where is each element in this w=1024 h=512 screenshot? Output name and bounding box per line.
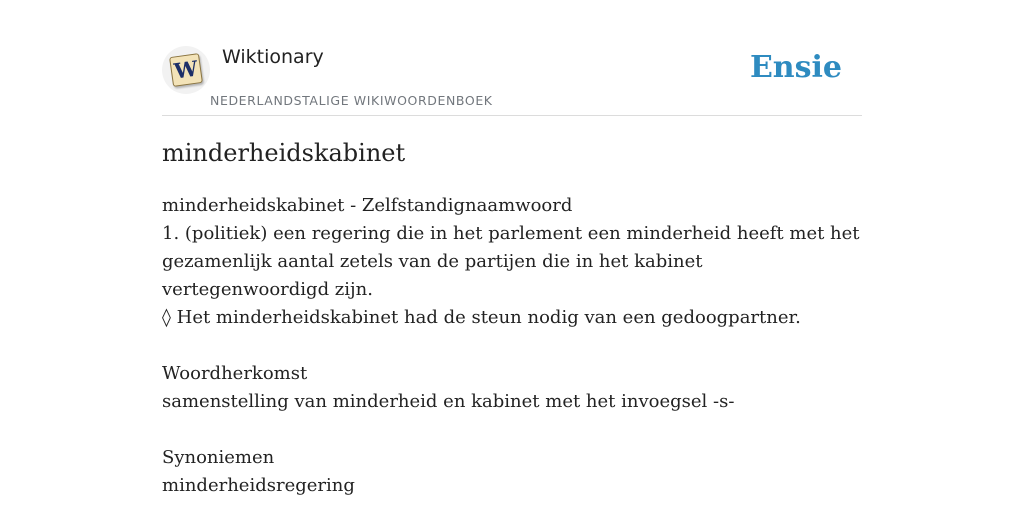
page-title: minderheidskabinet (162, 139, 406, 167)
definition-text: 1. (politiek) een regering die in het parlement een minderheid heeft met het gezamenlijk aantal zetels van de partijen die in het kabinet vertegenwoordigd zijn. (162, 223, 860, 300)
site-tagline: NEDERLANDSTALIGE WIKIWOORDENBOEK (210, 93, 493, 108)
site-name[interactable]: Wiktionary (222, 46, 324, 68)
spacer (162, 416, 862, 444)
example-sentence: ◊ Het minderheidskabinet had de steun nodig van een gedoogpartner. (162, 307, 801, 328)
wiktionary-logo-icon[interactable] (162, 46, 210, 94)
etymology-heading: Woordherkomst (162, 363, 308, 384)
part-of-speech-line: minderheidskabinet - Zelfstandignaamwoord (162, 195, 573, 216)
logo-letter: W (172, 55, 200, 84)
entry-content (162, 192, 862, 500)
etymology-text: samenstelling van minderheid en kabinet met het invoegsel -s- (162, 391, 735, 412)
page (162, 0, 862, 512)
logo-tile (169, 53, 203, 87)
spacer (162, 332, 862, 360)
synonyms-text: minderheidsregering (162, 475, 355, 496)
site-header (162, 0, 862, 116)
ensie-brand-link[interactable]: Ensie (749, 50, 842, 85)
synonyms-heading: Synoniemen (162, 447, 275, 468)
